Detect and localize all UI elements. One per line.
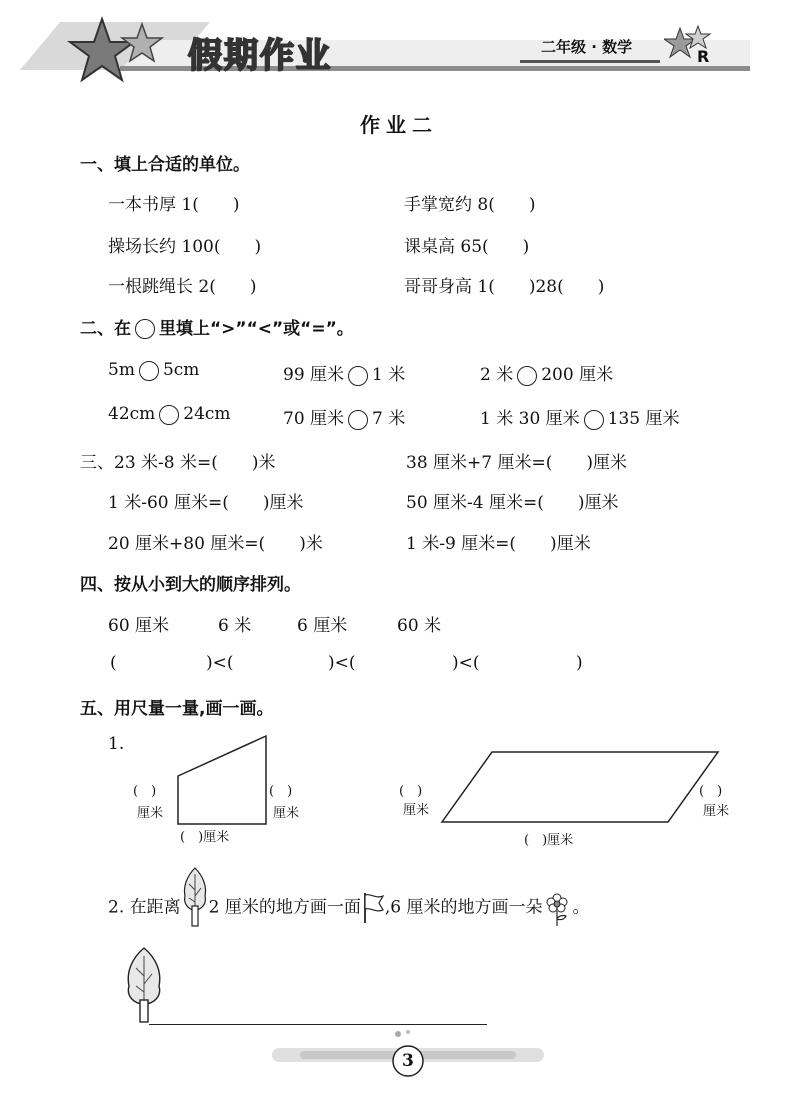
section1-item: 一根跳绳长 2( ) (108, 277, 257, 297)
measure-blank: ( ) (699, 784, 723, 799)
trapezoid-figure (0, 730, 794, 830)
answer-circle-icon (135, 319, 155, 339)
answer-circle-icon (159, 405, 179, 425)
question2-part3: ,6 厘米的地方画一朵 (384, 897, 543, 918)
header-banner (0, 0, 794, 100)
compare-left: 5m (108, 360, 135, 380)
section1-item: 一本书厚 1( ) (108, 195, 240, 215)
question2-part1: 2. 在距离 (108, 897, 181, 918)
answer-circle-icon (517, 366, 537, 386)
flag-icon (361, 891, 385, 925)
answer-circle-icon (139, 361, 159, 381)
compare-item (108, 404, 231, 425)
order-token: ) (576, 653, 583, 673)
page-number: 3 (402, 1051, 414, 1071)
section1-item: 手掌宽约 8( ) (404, 195, 536, 215)
compare-right: 24cm (183, 404, 231, 424)
section1-item: 操场长约 100( ) (108, 237, 262, 257)
length-value: 60 米 (397, 616, 442, 636)
compare-left: 70 厘米 (283, 409, 345, 429)
section5-heading: 五、用尺量一量,画一画。 (80, 699, 274, 719)
section1-heading: 一、填上合适的单位。 (80, 155, 250, 175)
question2-part2: 2 厘米的地方画一面 (208, 897, 361, 918)
section3-item: 三、23 米-8 米=( )米 (80, 453, 276, 473)
section1-item: 哥哥身高 1( )28( ) (404, 277, 605, 297)
footer-decoration (0, 1030, 794, 1090)
section3-item: 38 厘米+7 厘米=( )厘米 (406, 453, 628, 473)
compare-right: 1 米 (372, 365, 406, 385)
tree-icon (124, 946, 164, 1026)
tree-icon (181, 866, 209, 928)
order-token: )<( (328, 653, 356, 673)
measure-blank: ( ) (269, 784, 293, 799)
compare-item (480, 360, 613, 386)
page-title: 作业二 (360, 113, 438, 137)
section2-heading-before: 二、在 (80, 319, 131, 339)
compare-item (283, 360, 405, 386)
length-value: 60 厘米 (108, 616, 170, 636)
measure-blank: ( ) (133, 784, 157, 799)
compare-left: 42cm (108, 404, 156, 424)
compare-item (283, 404, 405, 430)
section2-heading (80, 314, 354, 339)
edition-badge: R (697, 47, 710, 66)
compare-item (480, 404, 680, 430)
section2-heading-after: 里填上“>”“<”或“=”。 (159, 319, 354, 339)
compare-right: 135 厘米 (607, 409, 680, 429)
compare-right: 200 厘米 (541, 365, 614, 385)
compare-item (108, 360, 199, 381)
section3-item: 50 厘米-4 厘米=( )厘米 (406, 493, 619, 513)
question2-part4: 。 (572, 897, 590, 918)
measure-blank-with-unit: ( )厘米 (524, 833, 574, 848)
parallelogram-figure (442, 752, 718, 822)
measure-unit: 厘米 (137, 806, 164, 821)
length-value: 6 厘米 (297, 616, 348, 636)
answer-circle-icon (348, 410, 368, 430)
stars-icon (62, 14, 172, 94)
measure-unit: 厘米 (703, 804, 730, 819)
drawing-baseline (149, 1024, 487, 1025)
order-token: )<( (206, 653, 234, 673)
answer-circle-icon (348, 366, 368, 386)
section3-item: 20 厘米+80 厘米=( )米 (108, 534, 323, 554)
measure-blank: ( ) (399, 784, 423, 799)
flower-icon (542, 888, 572, 928)
section4-heading: 四、按从小到大的顺序排列。 (80, 575, 301, 595)
order-token: )<( (452, 653, 480, 673)
length-value: 6 米 (218, 616, 252, 636)
section3-item: 1 米-9 厘米=( )厘米 (406, 534, 591, 554)
compare-right: 7 米 (372, 409, 406, 429)
compare-right: 5cm (162, 360, 200, 380)
banner-title: 假期作业 (188, 36, 332, 76)
grade-subject-label: 二年级 · 数学 (541, 38, 633, 56)
compare-left: 2 米 (480, 365, 514, 385)
measure-unit: 厘米 (273, 806, 300, 821)
compare-left: 1 米 30 厘米 (480, 409, 580, 429)
question2-text (108, 888, 589, 928)
measure-blank-with-unit: ( )厘米 (180, 830, 230, 845)
compare-left: 99 厘米 (283, 365, 345, 385)
section1-item: 课桌高 65( ) (404, 237, 530, 257)
measure-unit: 厘米 (403, 803, 430, 818)
answer-circle-icon (584, 410, 604, 430)
order-token: ( (110, 653, 117, 673)
question1-label: 1. (108, 734, 125, 754)
section3-item: 1 米-60 厘米=( )厘米 (108, 493, 304, 513)
